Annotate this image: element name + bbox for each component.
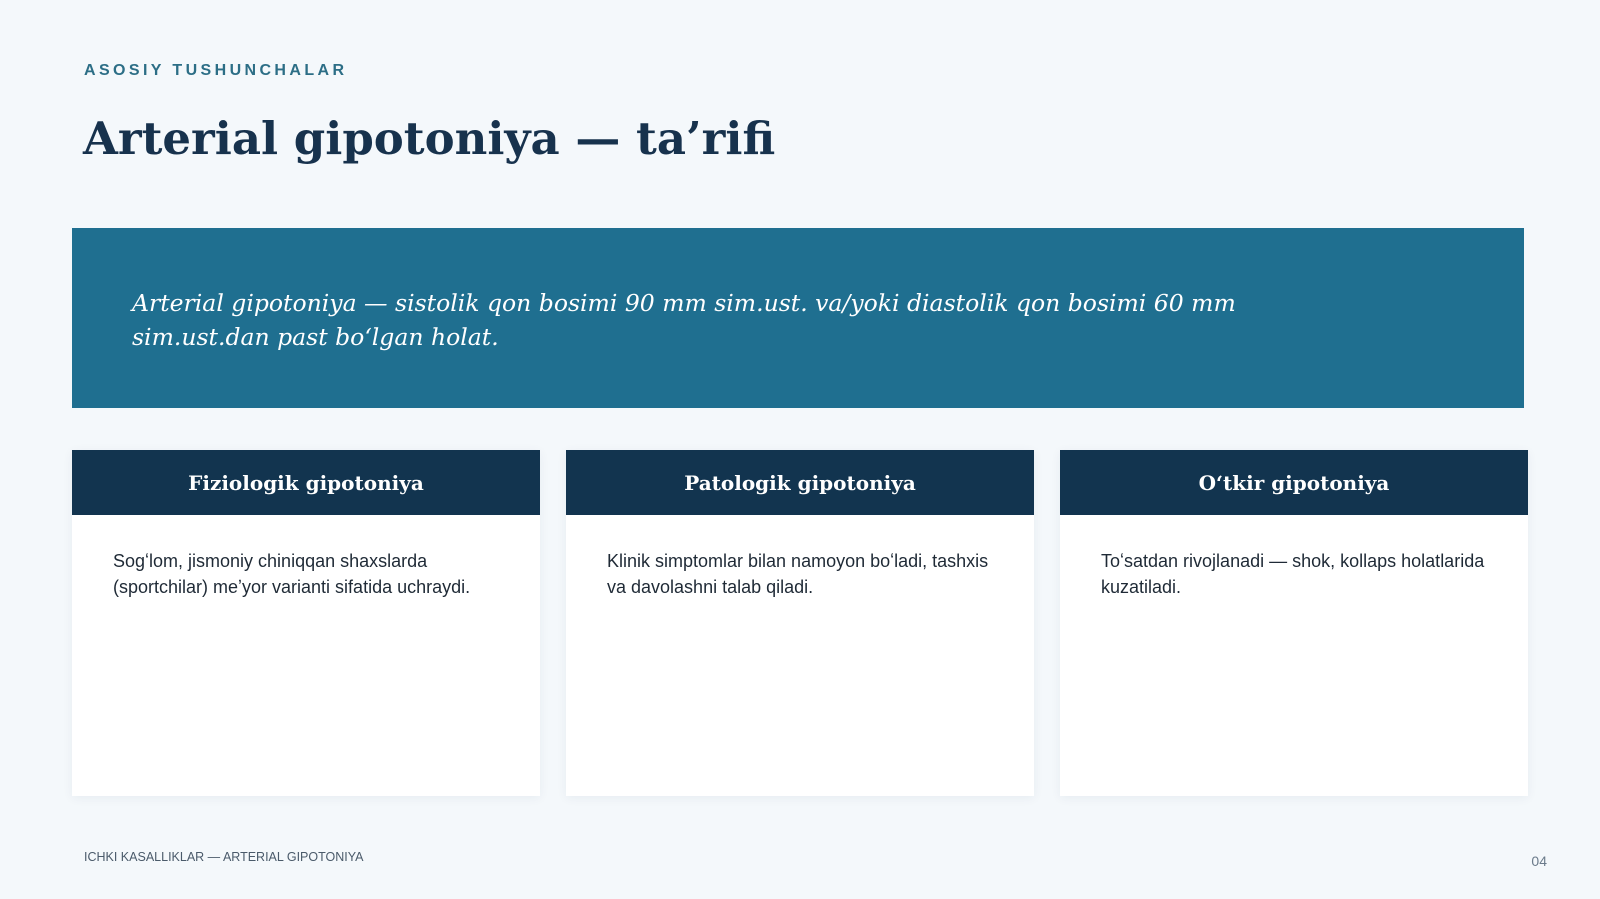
page-number: 04 xyxy=(1531,853,1547,869)
footer-text: ICHKI KASALLIKLAR — ARTERIAL GIPOTONIYA xyxy=(84,850,364,864)
definition-text: Arterial gipotoniya — sistolik qon bosimi 90 mm sim.ust. va/yoki diastolik qon bosimi 60 mm sim.ust.dan past boʻlgan holat. xyxy=(132,289,1236,351)
card-body: Klinik simptomlar bilan namoyon boʻladi, tashxis va davolashni talab qiladi. xyxy=(607,551,989,597)
definition-box xyxy=(72,228,1524,408)
card-header: Patologik gipotoniya xyxy=(566,450,1034,515)
card-body: Sogʻlom, jismoniy chiniqqan shaxslarda (sportchilar) meʼyor varianti sifatida uchraydi. xyxy=(113,551,471,597)
card-acute-hypotension xyxy=(1060,450,1528,796)
slide-title: Arterial gipotoniya — ta’rifi xyxy=(83,112,776,165)
card-header: Oʻtkir gipotoniya xyxy=(1060,450,1528,515)
card-header: Fiziologik gipotoniya xyxy=(72,450,540,515)
card-body: Toʻsatdan rivojlanadi — shok, kollaps holatlarida kuzatiladi. xyxy=(1101,551,1485,597)
section-eyebrow: ASOSIY TUSHUNCHALAR xyxy=(84,62,348,79)
card-pathological-hypotension xyxy=(566,450,1034,796)
card-physiological-hypotension xyxy=(72,450,540,796)
